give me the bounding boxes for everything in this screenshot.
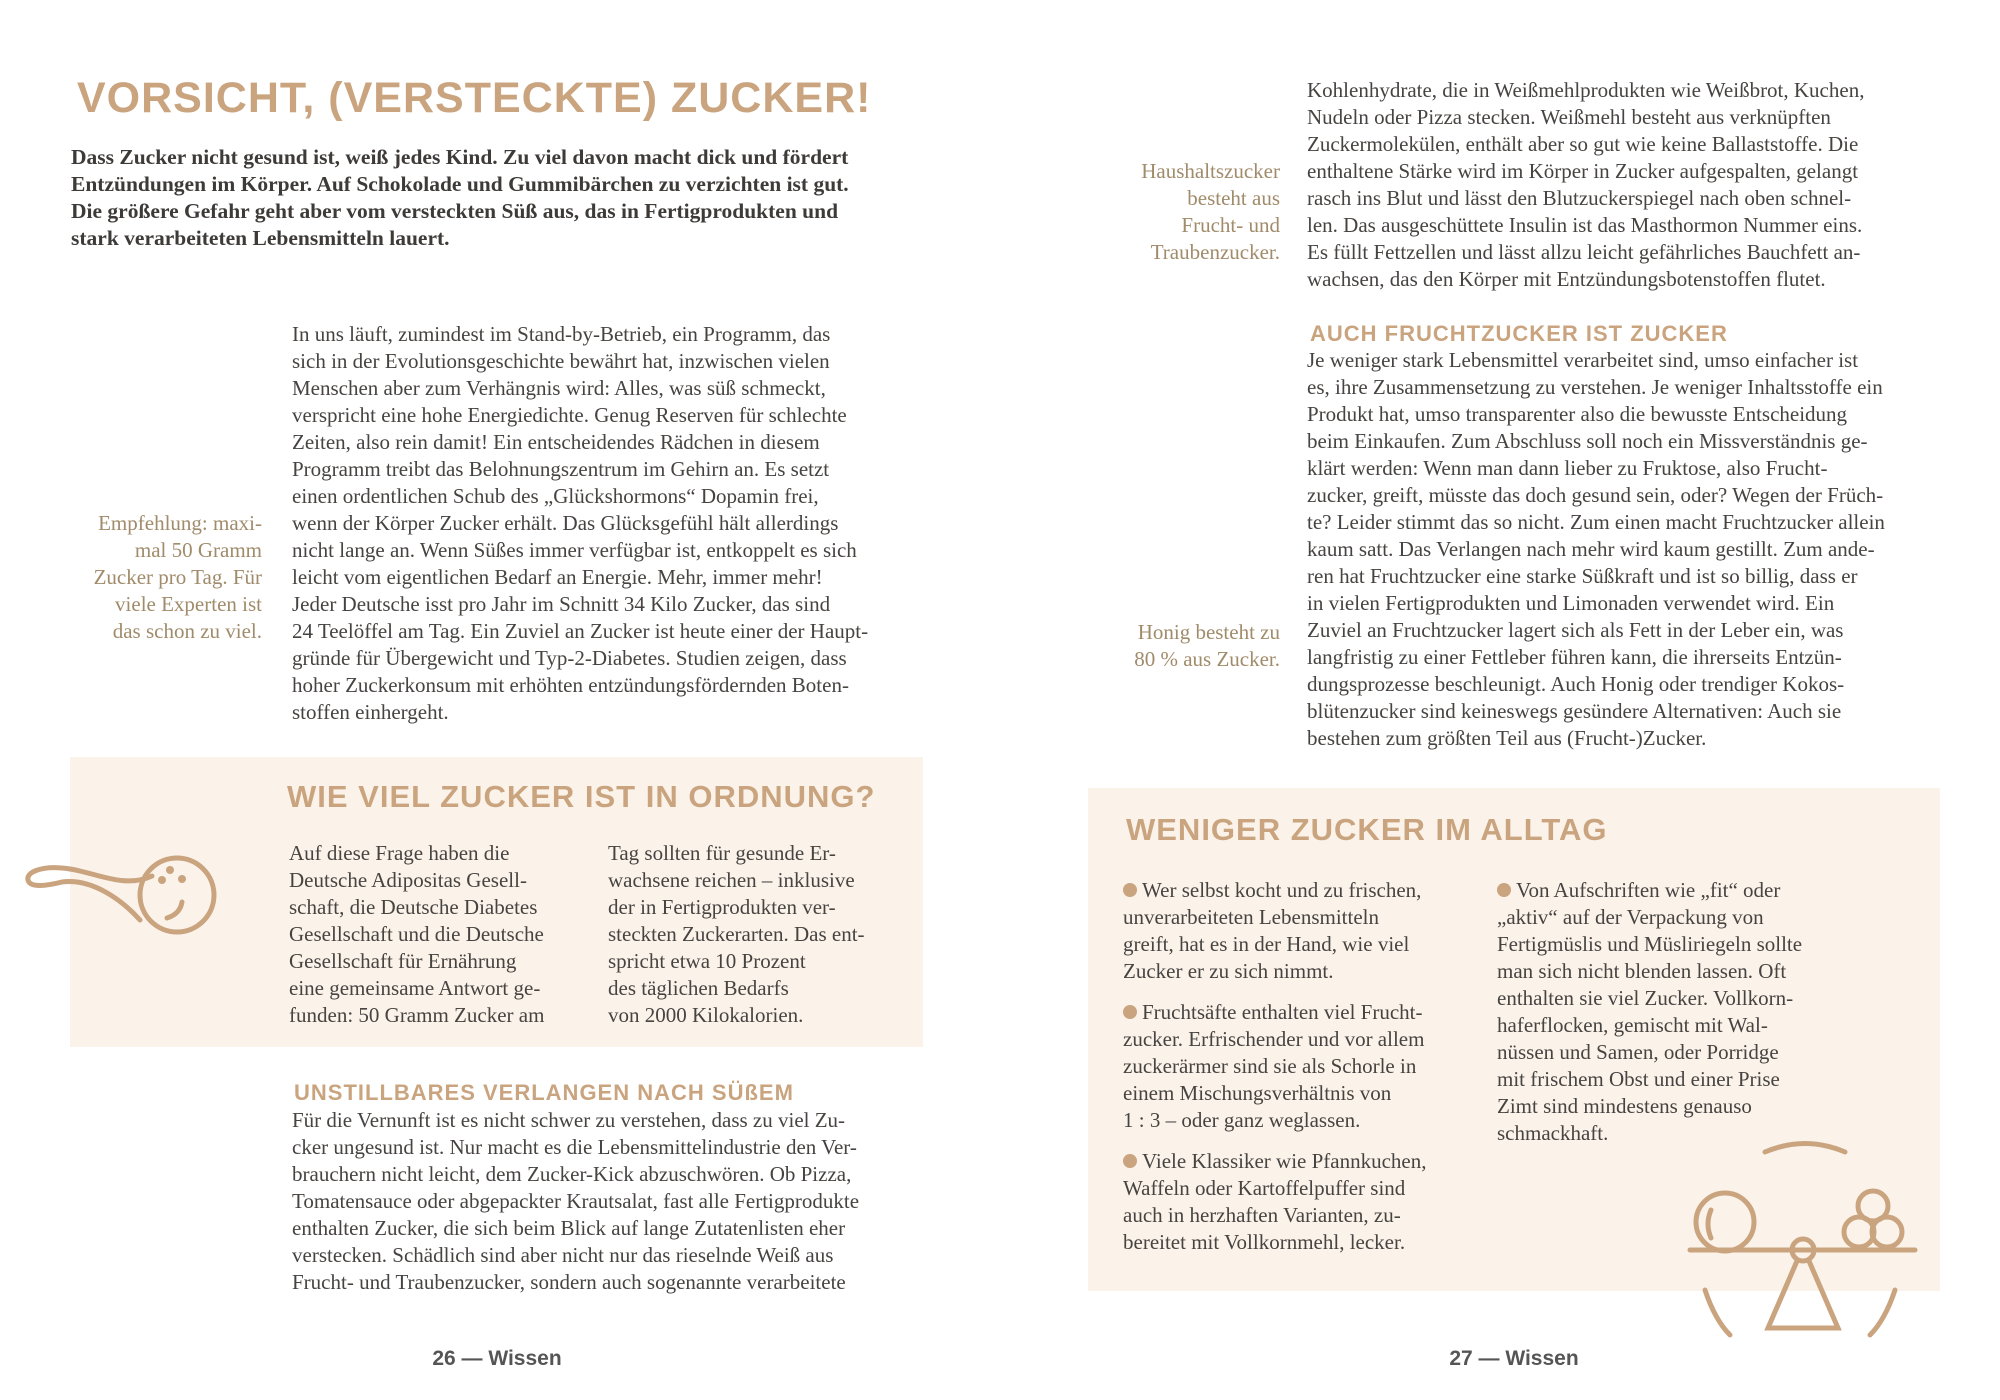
text-line: len. Das ausgeschüttete Insulin ist das Masthormon Nummer eins. [1307,213,1863,237]
text-line: verspricht eine hohe Energiedichte. Genug Reserven für schlechte [292,403,847,427]
text-line: Zuviel an Fruchtzucker lagert sich als Fett in der Leber ein, was [1307,618,1844,642]
sidenote-recommendation [94,510,262,645]
text-line: „aktiv“ auf der Verpackung von [1497,905,1764,929]
text-line: Zeiten, also rein damit! Ein entscheidendes Rädchen in diesem [292,430,820,454]
text-line: besteht aus [1187,186,1280,210]
text-line: enthaltene Stärke wird im Körper in Zucker aufgespalten, gelangt [1307,159,1859,183]
text-line: Fruchtsäfte enthalten viel Frucht- [1142,1000,1423,1024]
text-line: Für die Vernunft ist es nicht schwer zu verstehen, dass zu viel Zu- [292,1108,846,1132]
text-line: des täglichen Bedarfs [608,976,789,1000]
text-line: Frucht- und [1181,213,1280,237]
text-line: Kohlenhydrate, die in Weißmehlprodukten wie Weißbrot, Kuchen, [1307,78,1865,102]
text-line: Zucker er zu sich nimmt. [1123,959,1334,983]
body-paragraph-2 [292,1107,859,1296]
text-line: Es füllt Fettzellen und lässt allzu leicht gefährliches Bauchfett an- [1307,240,1861,264]
text-line: bestehen zum größten Teil aus (Frucht-)Zucker. [1307,726,1707,750]
text-line: Wer selbst kocht und zu frischen, [1142,878,1422,902]
text-line: man sich nicht blenden lassen. Oft [1497,959,1787,983]
text-line: schaft, die Deutsche Diabetes [289,895,538,919]
text-line: 1 : 3 – oder ganz weglassen. [1123,1108,1361,1132]
page-title: VORSICHT, (VERSTECKTE) ZUCKER! [77,74,872,122]
text-line: Auf diese Frage haben die [289,841,510,865]
text-line: Fertigmüslis und Müsliriegeln sollte [1497,932,1803,956]
text-line: einem Mischungsverhältnis von [1123,1081,1392,1105]
text-line: Tag sollten für gesunde Er- [608,841,836,865]
text-line: Dass Zucker nicht gesund ist, weiß jedes Kind. Zu viel davon macht dick und fördert [71,145,849,169]
text-line: von 2000 Kilokalorien. [608,1003,804,1027]
subheading: UNSTILLBARES VERLANGEN NACH SÜßEM [294,1080,794,1105]
text-line: in vielen Fertigprodukten und Limonaden verwendet wird. Ein [1307,591,1835,615]
scale-balance-icon [1685,1140,1925,1340]
text-line: nicht lange an. Wenn Süßes immer verfügbar ist, entkoppelt es sich [292,538,857,562]
text-line: spricht etwa 10 Prozent [608,949,806,973]
text-line: stoffen einhergeht. [292,700,449,724]
text-line: zucker. Erfrischender und vor allem [1123,1027,1425,1051]
tips-column-2 [1497,877,1802,1161]
text-line: Empfehlung: maxi- [98,511,262,535]
text-line: steckten Zuckerarten. Das ent- [608,922,865,946]
text-line: unverarbeiteten Lebensmitteln [1123,905,1379,929]
text-line: Haushaltszucker [1141,159,1280,183]
body-paragraph [1307,77,1864,293]
text-line: Deutsche Adipositas Gesell- [289,868,527,892]
text-line: Waffeln oder Kartoffelpuffer sind [1123,1176,1406,1200]
text-line: enthalten sie viel Zucker. Vollkorn- [1497,986,1794,1010]
text-line: zuckerärmer sind sie als Schorle in [1123,1054,1417,1078]
text-line: Zucker pro Tag. Für [93,565,262,589]
box-column-1 [289,840,544,1029]
text-line: Gesellschaft und die Deutsche [289,922,544,946]
text-line: Die größere Gefahr geht aber vom versteckten Süß aus, das in Fertigprodukten und [71,199,839,223]
text-line: stark verarbeiteten Lebensmitteln lauert. [71,226,450,250]
subheading: AUCH FRUCHTZUCKER IST ZUCKER [1310,321,1728,346]
text-line: leicht vom eigentlichen Bedarf an Energie. Mehr, immer mehr! [292,565,823,589]
text-line: Zuckermolekülen, enthält aber so gut wie keine Ballaststoffe. Die [1307,132,1859,156]
text-line: In uns läuft, zumindest im Stand-by-Betrieb, ein Programm, das [292,322,831,346]
tip-item [1497,877,1802,1147]
box-column-2 [608,840,865,1029]
text-line: Zimt sind mindestens genauso [1497,1094,1752,1118]
text-line: es, ihre Zusammensetzung zu verstehen. Je weniger Inhaltsstoffe ein [1307,375,1883,399]
text-line: der in Fertigprodukten ver- [608,895,836,919]
text-line: Traubenzucker. [1150,240,1280,264]
text-line: 80 % aus Zucker. [1134,647,1280,671]
text-line: kaum satt. Das Verlangen nach mehr wird kaum gestillt. Zum ande- [1307,537,1875,561]
text-line: Gesellschaft für Ernährung [289,949,517,973]
text-line: bereitet mit Vollkornmehl, lecker. [1123,1230,1406,1254]
text-line: sich in der Evolutionsgeschichte bewährt hat, inzwischen vielen [292,349,830,373]
text-line: Je weniger stark Lebensmittel verarbeitet sind, umso einfacher ist [1307,348,1859,372]
text-line: klärt werden: Wenn man dann lieber zu Fruktose, also Frucht- [1307,456,1828,480]
text-line: das schon zu viel. [112,619,262,643]
text-line: eine gemeinsame Antwort ge- [289,976,541,1000]
text-line: Von Aufschriften wie „fit“ oder [1516,878,1781,902]
text-line: Viele Klassiker wie Pfannkuchen, [1142,1149,1427,1173]
text-line: hoher Zuckerkonsum mit erhöhten entzündungsfördernden Boten- [292,673,849,697]
text-line: cker ungesund ist. Nur macht es die Lebensmittelindustrie den Ver- [292,1135,857,1159]
text-line: wenn der Körper Zucker erhält. Das Glücksgefühl hält allerdings [292,511,839,535]
text-line: langfristig zu einer Fettleber führen kann, die ihrerseits Entzün- [1307,645,1842,669]
text-line: 24 Teelöffel am Tag. Ein Zuviel an Zucker ist heute einer der Haupt- [292,619,869,643]
text-line: brauchern nicht leicht, dem Zucker-Kick abzuschwören. Ob Pizza, [292,1162,852,1186]
text-line: Programm treibt das Belohnungszentrum im Gehirn an. Es setzt [292,457,830,481]
text-line: auch in herzhaften Varianten, zu- [1123,1203,1401,1227]
text-line: blütenzucker sind keineswegs gesündere Alternativen: Auch sie [1307,699,1842,723]
text-line: mit frischem Obst und einer Prise [1497,1067,1780,1091]
text-line: te? Leider stimmt das so nicht. Zum einen macht Fruchtzucker allein [1307,510,1885,534]
text-line: beim Einkaufen. Zum Abschluss soll noch ein Missverständnis ge- [1307,429,1868,453]
sidenote-household-sugar [1141,158,1280,266]
text-line: wachsen, das den Körper mit Entzündungsbotenstoffen flutet. [1307,267,1826,291]
body-paragraph [292,321,868,726]
intro-paragraph [71,144,849,252]
text-line: schmackhaft. [1497,1121,1609,1145]
tip-item [1123,999,1426,1134]
text-line: funden: 50 Gramm Zucker am [289,1003,545,1027]
text-line: wachsene reichen – inklusive [608,868,855,892]
text-line: Tomatensauce oder abgepackter Krautsalat, fast alle Fertigprodukte [292,1189,860,1213]
text-line: Honig besteht zu [1137,620,1280,644]
text-line: Jeder Deutsche isst pro Jahr im Schnitt 34 Kilo Zucker, das sind [292,592,831,616]
text-line: einen ordentlichen Schub des „Glückshormons“ Dopamin frei, [292,484,819,508]
text-line: verstecken. Schädlich sind aber nicht nur das rieselnde Weiß aus [292,1243,834,1267]
body-paragraph-2 [1307,347,1885,752]
text-line: greift, hat es in der Hand, wie viel [1123,932,1410,956]
text-line: haferflocken, gemischt mit Wal- [1497,1013,1768,1037]
text-line: nüssen und Samen, oder Porridge [1497,1040,1779,1064]
text-line: zucker, greift, müsste das doch gesund sein, oder? Wegen der Früch- [1307,483,1884,507]
text-line: Produkt hat, umso transparenter also die bewusste Entscheidung [1307,402,1848,426]
text-line: Menschen aber zum Verhängnis wird: Alles, was süß schmeckt, [292,376,826,400]
tip-item [1123,1148,1426,1256]
bullet-icon [1123,1005,1137,1019]
tip-item [1123,877,1426,985]
box-title: WENIGER ZUCKER IM ALLTAG [1126,812,1608,847]
page-number-footer: 26 — Wissen [432,1347,562,1370]
text-line: Nudeln oder Pizza stecken. Weißmehl besteht aus verknüpften [1307,105,1831,129]
sidenote-honey [1134,619,1280,673]
text-line: mal 50 Gramm [134,538,262,562]
text-line: rasch ins Blut und lässt den Blutzuckerspiegel nach oben schnel- [1307,186,1852,210]
text-line: viele Experten ist [115,592,262,616]
box-title: WIE VIEL ZUCKER IST IN ORDNUNG? [287,779,876,814]
bullet-icon [1497,883,1511,897]
tips-column-1 [1123,877,1426,1270]
page-number-footer: 27 — Wissen [1449,1347,1579,1370]
text-line: Frucht- und Traubenzucker, sondern auch sogenannte verarbeitete [292,1270,846,1294]
spoon-icon [22,850,222,945]
text-line: enthalten Zucker, die sich beim Blick auf lange Zutatenlisten eher [292,1216,846,1240]
bullet-icon [1123,883,1137,897]
text-line: dungsprozesse beschleunigt. Auch Honig oder trendiger Kokos- [1307,672,1845,696]
bullet-icon [1123,1154,1137,1168]
text-line: ren hat Fruchtzucker eine starke Süßkraft und ist so billig, dass er [1307,564,1858,588]
text-line: Entzündungen im Körper. Auf Schokolade und Gummibärchen zu verzichten ist gut. [71,172,849,196]
text-line: gründe für Übergewicht und Typ-2-Diabetes. Studien zeigen, dass [292,646,847,670]
